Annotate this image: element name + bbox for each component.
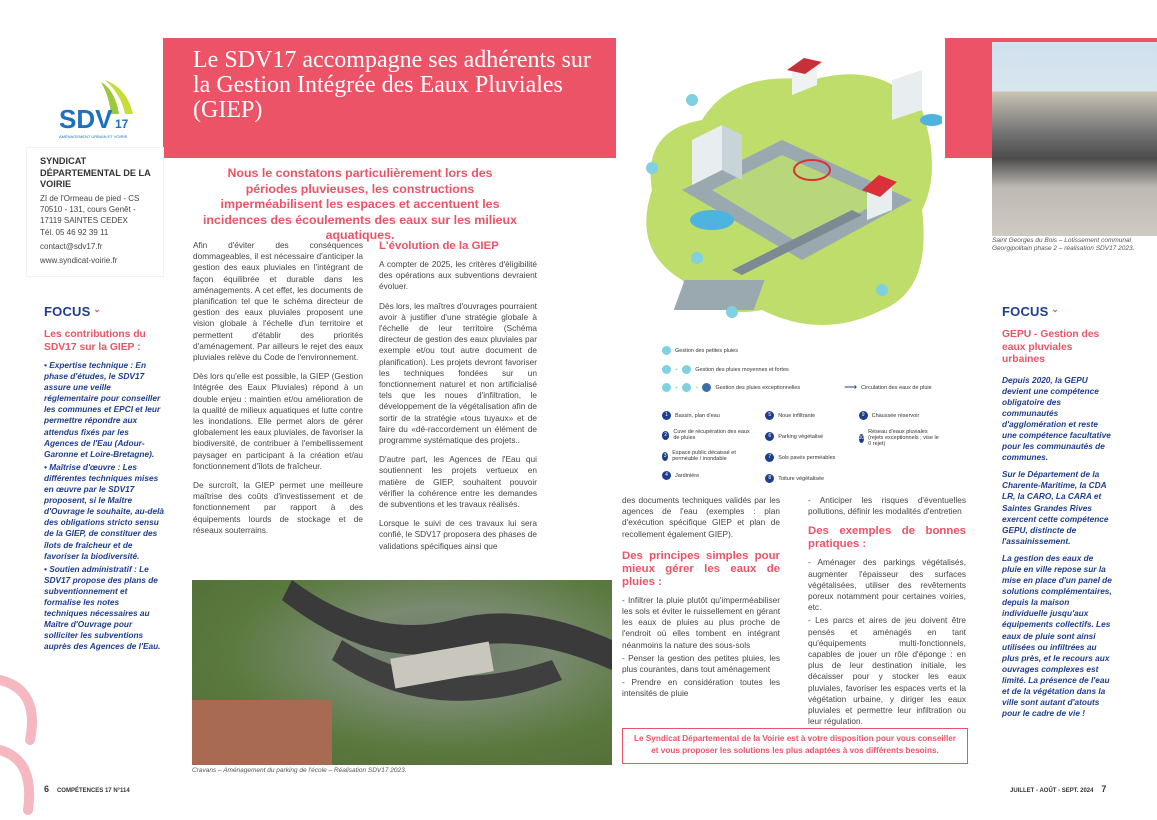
legend-col <box>859 411 942 483</box>
legend-item: 7 Sols pavés perméables <box>765 453 848 462</box>
drop-icon <box>662 383 671 392</box>
focus-right <box>1002 304 1152 719</box>
contact-details <box>40 193 158 266</box>
list-item: - Les parcs et aires de jeu doivent être pensés et aménagés en tant qu'équipements multi-fonctionnels, capables de jouer un rôle d'éponge : en plus de leur destination initiale, les décaisser pour y stocker les eaux pluviales, favoriser les espaces verts et la végétation urbaine, y diriger les eaux pluviales et permettre leur infiltration ou leur régulation. <box>808 615 966 727</box>
page-title: Le SDV17 accompagne ses adhérents sur la Gestion Intégrée des Eaux Pluviales (GIEP) <box>193 47 591 123</box>
org-name: SYNDICAT DÉPARTEMENTAL DE LA VOIRIE <box>40 156 151 189</box>
paragraph: D'autre part, les Agences de l'Eau qui soutiennent les projets vertueux en matière de GIEP, souhaitent pouvoir vérifier la cohérence entre les demandes de subventions et les travaux réalisés. <box>379 454 537 510</box>
logo-text: SDV <box>59 104 113 134</box>
issue-date: JUILLET - AOÛT - SEPT. 2024 <box>1010 788 1094 794</box>
focus-item: • Maîtrise d'œuvre : Les différentes techniques mises en œuvre par le SDV17 proposent, si le Maître d'Ouvrage le souhaite, au-delà des obligations stricto sensu de la GIEP, de constituer des îlots de fraîcheur et de favoriser la biodiversité. <box>44 461 165 561</box>
phone: Tél. 05 46 92 39 11 <box>40 227 109 237</box>
decorative-arc-icon <box>0 660 60 820</box>
logo-subtitle: AMÉNAGEMENT URBAIN ET VOIRIE <box>59 134 128 139</box>
focus-label: FOCUS ⌄ <box>1002 304 1059 319</box>
focus-label: FOCUS ⌄ <box>44 304 101 319</box>
focus-title: Les contributions du SDV17 sur la GIEP : <box>44 329 146 353</box>
photo-caption: Cravans – Aménagement du parking de l'école – Réalisation SDV17 2023. <box>192 767 407 774</box>
paragraph: Dès lors qu'elle est possible, la GIEP (Gestion Intégrée des Eaux Pluviales) répond à un double enjeu : maintien et/ou amélioration de la qualité de milieux aquatiques et lutte contre les inondations. Elle permet alors de gérer globalement les eaux pluviales, de favoriser la biodiversité, de contribuer à l'embellissement paysager en participant à la création et/au fonctionnement d'îlots de fraîcheur. <box>193 371 363 471</box>
paragraph: La gestion des eaux de pluie en ville repose sur la mise en place d'un panel de solutions complémentaires, depuis la maison individuelle jusqu'aux équipements collectifs. Les eaux de pluie sont ainsi utilisées ou infiltrées au plus près, et le recours aux ouvrages complexes est limité. La présence de l'eau et de la végétation dans la ville sont autant d'atouts pour le cadre de vie ! <box>1002 552 1112 719</box>
arrow-right-icon: ⟶ <box>844 382 858 392</box>
column-4 <box>808 495 966 729</box>
column-3 <box>622 495 780 702</box>
section-heading: L'évolution de la GIEP <box>379 240 499 252</box>
footer-right <box>1010 784 1106 794</box>
focus-item: • Soutien administratif : Le SDV17 propose des plans de subventionnement et formalise les notes techniques nécessaires au Maître d'Ouvrage pour solliciter les subventions auprès des Agences de l'Eau. <box>44 563 161 652</box>
legend-item: 10 Réseau d'eaux pluviales (rejets exceptionnels ; vise le 0 rejet) <box>858 429 939 447</box>
callout-text: Le Syndicat Départemental de la Voirie est à votre disposition pour vous conseiller et vous proposer les solutions les plus adaptées à vos différents besoins. <box>634 734 956 755</box>
paragraph: Lorsque le suivi de ces travaux lui sera confié, le SDV17 proposera des phases de validations spécifiques ainsi que <box>379 518 537 551</box>
legend-items <box>662 411 942 483</box>
drop-icon <box>662 365 671 374</box>
photo-street <box>992 42 1157 236</box>
paragraph: Afin d'éviter des conséquences dommageables, il est nécessaire d'anticiper la gestion des eaux pluviales en l'intégrant de façon équilibrée et durable dans les aménagements. A cet effet, les documents de planification tel que le schéma directeur de gestion des eaux pluviales proposent une vision globale à l'échelle d'un territoire et permettent d'établir des priorités d'aménagement. Par ailleurs le rejet des eaux pluviales relève du Code de l'environnement. <box>193 240 363 363</box>
column-1 <box>193 240 363 536</box>
legend-row: + Gestion des pluies moyennes et fortes <box>662 365 942 374</box>
legend-col <box>765 411 848 483</box>
legend-col <box>662 411 755 483</box>
paragraph: des documents techniques validés par les agences de l'eau (exemples : plan d'exécution spécifique GIEP et plan de recollement également GIEP). <box>622 495 780 539</box>
website-link[interactable]: www.syndicat-voirie.fr <box>40 256 118 266</box>
legend-row: Gestion des petites pluies <box>662 346 942 355</box>
footer-left <box>44 784 130 794</box>
legend-item: 9 Chaussée réservoir <box>859 411 942 420</box>
drop-icon <box>662 346 671 355</box>
legend-item: 4 Jardinière <box>662 471 755 480</box>
drop-icon <box>682 383 691 392</box>
giep-illustration <box>622 40 942 330</box>
paragraph: Depuis 2020, la GEPU devient une compétence obligatoire des communautés d'agglomération et reste une compétence facultative pour les communautés de communes. <box>1002 374 1111 463</box>
photo-caption: Saint Georges du Bois – Lotissement communal Georgipolitain phase 2 – réalisation SDV17 2023. <box>992 237 1135 252</box>
focus-body <box>1002 375 1114 720</box>
legend-item: 2 Cuve de récupération des eaux de pluies <box>662 429 755 441</box>
paragraph: - Anticiper les risques d'éventuelles pollutions, définir les modalités d'entretien <box>808 495 966 517</box>
list-item: - Prendre en considération toutes les intensités de pluie <box>622 677 780 699</box>
page-number: 6 <box>44 784 50 794</box>
section-heading: Des principes simples pour mieux gérer les eaux de pluies : <box>622 549 780 588</box>
legend-item: 6 Parking végétalisé <box>765 432 848 441</box>
paragraph: Sur le Département de la Charente-Maritime, la CDA LR, la CARO, La CARA et Saintes Grandes Rives exercent cette compétence GEPU, distincte de l'assainissement. <box>1002 469 1109 546</box>
paragraph: De surcroît, la GIEP permet une meilleure maîtrise des coûts d'investissement et de fonctionnement par rapport à des équipements lourds de stockage et de réseaux souterrains. <box>193 480 363 535</box>
list-item: - Penser la gestion des petites pluies, les plus courantes, dans tout aménagement <box>622 652 780 675</box>
drop-icon <box>702 383 711 392</box>
list-item: - Infiltrer la pluie plutôt qu'imperméabiliser les sols et éviter le ruissellement en gérant les eaux de pluies au plus proche de l'endroit où elles tombent en intégrant néanmoins la nature des sous-sols <box>622 594 780 650</box>
focus-item: • Expertise technique : En phase d'études, le SDV17 assure une veille réglementaire pour conseiller les communes et EPCI et leur permettre répondre aux attendus fixés par les Agences de l'Eau (Adour-Garonne et Loire-Bretagne). <box>44 360 161 459</box>
publication-name: COMPÉTENCES 17 N°114 <box>56 788 130 794</box>
sdv17-logo-icon <box>53 80 141 150</box>
section-heading: Des exemples de bonnes pratiques : <box>808 525 966 551</box>
logo-number: 17 <box>115 117 129 131</box>
legend-item: 3 Espace public décaissé et perméable / inondable <box>663 450 736 462</box>
column-2 <box>379 240 537 552</box>
drop-icon <box>682 365 691 374</box>
email-link[interactable]: contact@sdv17.fr <box>40 241 103 251</box>
parking-illustration <box>192 580 612 765</box>
legend-item: 5 Noue infiltrante <box>765 411 848 420</box>
paragraph: A compter de 2025, les critères d'éligibilité des opérations aux subventions devraient évoluer. <box>379 259 537 292</box>
lead-paragraph: Nous le constatons particulièrement lors des périodes pluvieuses, les constructions imperméabilisent les espaces et accentuent les incidences des écoulements des eaux sur les milieux aquatiques. <box>202 166 518 243</box>
focus-left <box>44 304 164 652</box>
focus-title: GEPU - Gestion des eaux pluviales urbaines <box>1002 329 1100 365</box>
legend <box>662 346 942 483</box>
list-item: - Aménager des parkings végétalisés, augmenter l'épaisseur des surfaces végétalisées, utiliser des revêtements poreux notamment pour certaines voiries, etc. <box>808 557 966 613</box>
practices-list <box>808 557 966 727</box>
focus-list <box>44 360 164 652</box>
paragraph: Dès lors, les maîtres d'ouvrages pourraient avoir à justifier d'une stratégie globale à l'échelle de leur territoire (Schéma directeur de gestion des eaux pluviales par exemple et/ou tout autre document de planification). Les projets devront favoriser les techniques fondées sur un fonctionnement naturel et non artificialisé tels que les noues d'infiltration, le développement de la végétalisation afin de sortir de la stratégie «tous tuyaux» et de faire du «dé-raccordement un élément de programme systématique des projets.. <box>379 300 537 446</box>
legend-item: 8 Toiture végétalisée <box>765 474 848 483</box>
page-number: 7 <box>1101 784 1107 794</box>
address: ZI de l'Ormeau de pied - CS 70510 - 131, cours Genêt - 17119 SAINTES CEDEX <box>40 194 140 226</box>
principles-list <box>622 595 780 700</box>
logo-box <box>27 70 163 150</box>
legend-row: + + Gestion des pluies exceptionnelles ⟶ Circulation des eaux de pluie <box>662 382 942 393</box>
legend-item: 1 Bassin, plan d'eau <box>662 411 755 420</box>
photo-parking <box>192 580 612 765</box>
